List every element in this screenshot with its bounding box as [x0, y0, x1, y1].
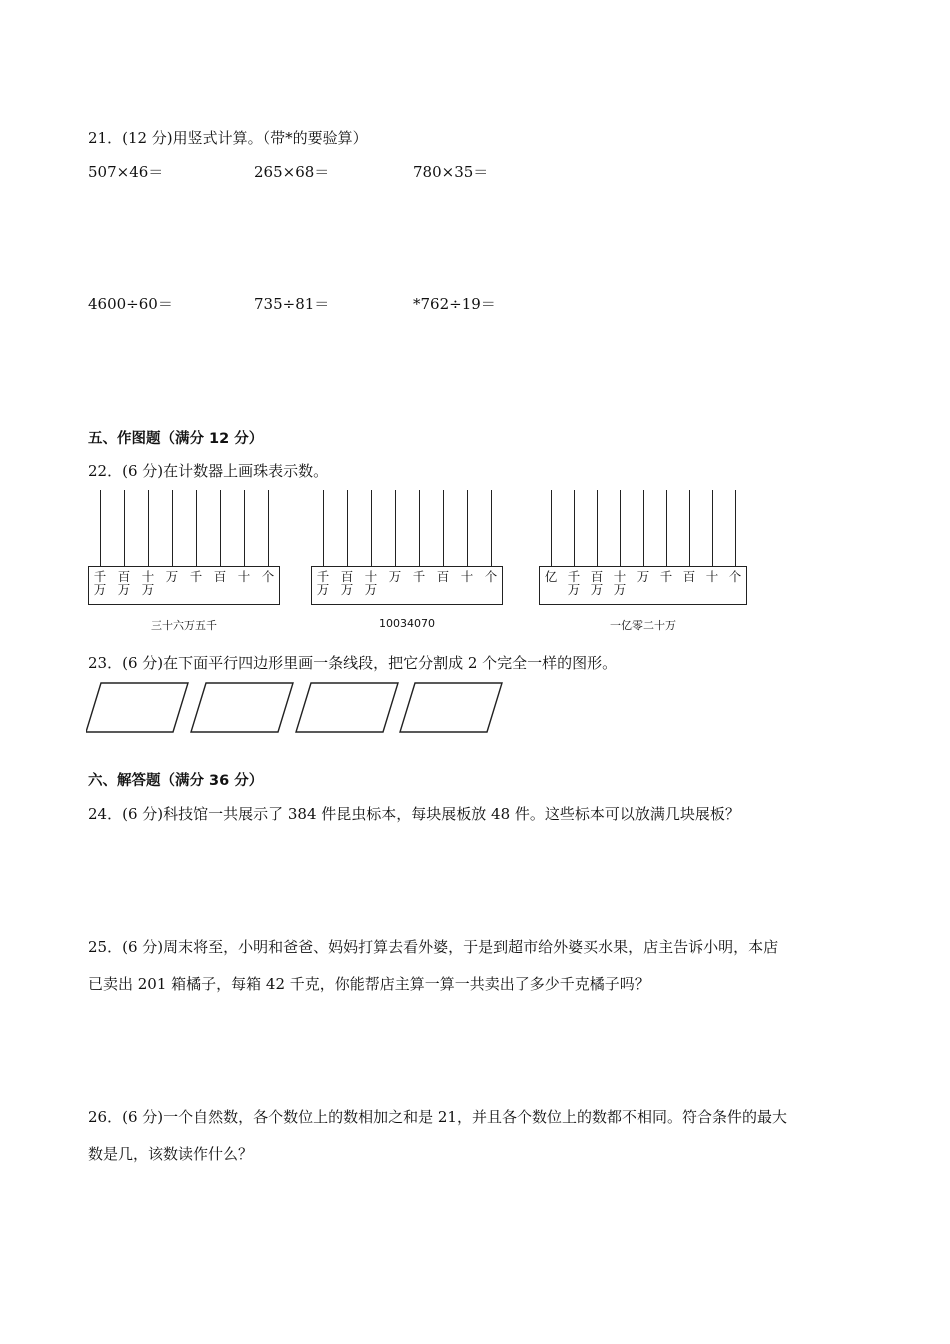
- abacus-place-label: 个: [261, 569, 275, 584]
- abacus-rod[interactable]: [735, 490, 736, 566]
- abacus-rod[interactable]: [643, 490, 644, 566]
- abacus-counter-3[interactable]: [539, 490, 747, 606]
- abacus-rod[interactable]: [220, 490, 221, 566]
- abacus-rod[interactable]: [124, 490, 125, 566]
- abacus-rod[interactable]: [347, 490, 348, 566]
- q25-line-2: 已卖出 201 箱橘子，每箱 42 千克，你能帮店主算一算一共卖出了多少千克橘子吗？: [88, 975, 650, 993]
- abacus-place-label: 千 万: [316, 569, 330, 597]
- abacus-rod[interactable]: [268, 490, 269, 566]
- abacus-place-label: 千 万: [567, 569, 581, 597]
- abacus-place-label: 百 万: [340, 569, 354, 597]
- parallelogram-3: [296, 683, 398, 732]
- abacus-counter-2[interactable]: [311, 490, 503, 606]
- abacus-rod[interactable]: [395, 490, 396, 566]
- abacus-rod[interactable]: [172, 490, 173, 566]
- abacus-caption-1: 三十六万五千: [151, 619, 217, 632]
- abacus-place-label: 亿: [544, 569, 558, 584]
- abacus-place-label: 十: [705, 569, 719, 584]
- abacus-place-label: 百: [682, 569, 696, 584]
- abacus-rod[interactable]: [551, 490, 552, 566]
- abacus-rod[interactable]: [620, 490, 621, 566]
- q23-title: 23．(6 分)在下面平行四边形里画一条线段，把它分割成 2 个完全一样的图形。: [88, 654, 618, 672]
- abacus-rod[interactable]: [666, 490, 667, 566]
- abacus-place-label: 千 万: [93, 569, 107, 597]
- abacus-place-label: 千: [412, 569, 426, 584]
- abacus-place-label: 十 万: [364, 569, 378, 597]
- abacus-rod[interactable]: [712, 490, 713, 566]
- abacus-counter-1[interactable]: [88, 490, 280, 606]
- parallelogram-2: [191, 683, 293, 732]
- abacus-place-label: 万: [165, 569, 179, 584]
- abacus-rod[interactable]: [100, 490, 101, 566]
- abacus-place-label: 百 万: [590, 569, 604, 597]
- q22-title: 22．(6 分)在计数器上画珠表示数。: [88, 462, 329, 480]
- expr-6: *762÷19＝: [413, 295, 496, 313]
- expr-1: 507×46＝: [88, 163, 164, 181]
- abacus-place-label: 千: [189, 569, 203, 584]
- abacus-rod[interactable]: [574, 490, 575, 566]
- abacus-place-label: 十: [460, 569, 474, 584]
- abacus-place-label: 万: [636, 569, 650, 584]
- parallelogram-1: [86, 683, 188, 732]
- q26-line-1: 26．(6 分)一个自然数，各个数位上的数相加之和是 21，并且各个数位上的数都不相同。符合条件的最大: [88, 1108, 787, 1126]
- abacus-rod[interactable]: [323, 490, 324, 566]
- section-6-title: 六、解答题（满分 36 分）: [88, 773, 264, 789]
- section-5-title: 五、作图题（满分 12 分）: [88, 431, 264, 447]
- parallelogram-4: [400, 683, 502, 732]
- abacus-place-label: 百 万: [117, 569, 131, 597]
- abacus-rod[interactable]: [597, 490, 598, 566]
- abacus-rod[interactable]: [244, 490, 245, 566]
- parallelograms: [86, 680, 506, 736]
- abacus-rod[interactable]: [443, 490, 444, 566]
- abacus-place-label: 百: [213, 569, 227, 584]
- abacus-rod[interactable]: [491, 490, 492, 566]
- q25-line-1: 25．(6 分)周末将至，小明和爸爸、妈妈打算去看外婆，于是到超市给外婆买水果，店主告诉小明，本店: [88, 938, 779, 956]
- abacus-place-label: 个: [484, 569, 498, 584]
- abacus-rod[interactable]: [371, 490, 372, 566]
- abacus-caption-2: 10034070: [379, 617, 435, 630]
- abacus-rod[interactable]: [467, 490, 468, 566]
- abacus-rod[interactable]: [689, 490, 690, 566]
- abacus-place-label: 百: [436, 569, 450, 584]
- q24-text: 24．(6 分)科技馆一共展示了 384 件昆虫标本，每块展板放 48 件。这些标本可以放满几块展板？: [88, 805, 740, 823]
- abacus-rod[interactable]: [148, 490, 149, 566]
- abacus-caption-3: 一亿零二十万: [610, 619, 676, 632]
- abacus-place-label: 十: [237, 569, 251, 584]
- abacus-place-label: 十 万: [141, 569, 155, 597]
- abacus-place-label: 十 万: [613, 569, 627, 597]
- q26-line-2: 数是几，该数读作什么？: [88, 1145, 254, 1163]
- abacus-rod[interactable]: [419, 490, 420, 566]
- abacus-place-label: 个: [728, 569, 742, 584]
- expr-5: 735÷81＝: [254, 295, 330, 313]
- abacus-place-label: 千: [659, 569, 673, 584]
- abacus-rod[interactable]: [196, 490, 197, 566]
- abacus-place-label: 万: [388, 569, 402, 584]
- q21-title: 21．(12 分)用竖式计算。（带*的要验算）: [88, 129, 368, 147]
- expr-2: 265×68＝: [254, 163, 330, 181]
- expr-3: 780×35＝: [413, 163, 489, 181]
- expr-4: 4600÷60＝: [88, 295, 173, 313]
